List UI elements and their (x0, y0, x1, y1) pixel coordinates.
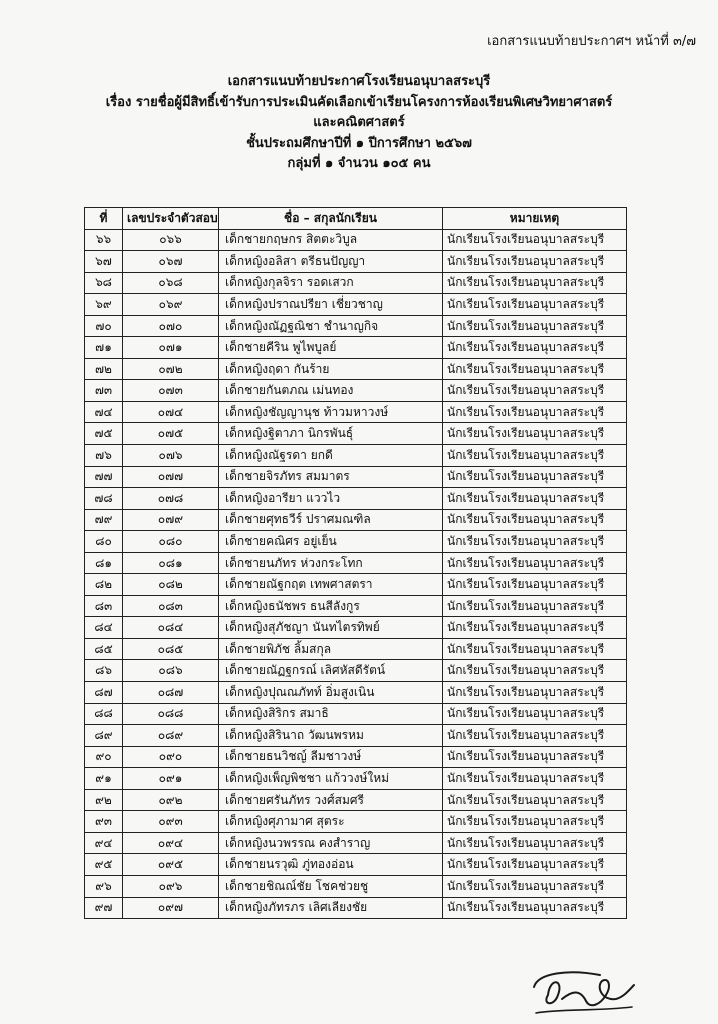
table-row (85, 832, 627, 854)
remark: นักเรียนโรงเรียนอนุบาลสระบุรี (443, 531, 627, 553)
exam-id: ๐๙๔ (123, 832, 219, 854)
exam-id: ๐๘๙ (123, 725, 219, 747)
remark: นักเรียนโรงเรียนอนุบาลสระบุรี (443, 251, 627, 273)
student-name: เด็กหญิงกุลจิรา รอดเสวก (219, 272, 443, 294)
remark: นักเรียนโรงเรียนอนุบาลสระบุรี (443, 768, 627, 790)
row-number: ๘๒ (85, 574, 123, 596)
student-roster-table (84, 207, 627, 919)
row-number: ๘๘ (85, 703, 123, 725)
table-row (85, 380, 627, 402)
student-name: เด็กหญิงนวพรรณ คงสำราญ (219, 832, 443, 854)
student-name: เด็กชายนรวุฒิ ภู่ทองอ่อน (219, 854, 443, 876)
row-number: ๘๖ (85, 660, 123, 682)
row-number: ๗๒ (85, 358, 123, 380)
table-row (85, 574, 627, 596)
exam-id: ๐๘๖ (123, 660, 219, 682)
table-row (85, 337, 627, 359)
exam-id: ๐๗๐ (123, 315, 219, 337)
row-number: ๗๕ (85, 423, 123, 445)
student-name: เด็กหญิงสุภัชญา นันทไตรทิพย์ (219, 617, 443, 639)
row-number: ๙๔ (85, 832, 123, 854)
table-row (85, 897, 627, 919)
row-number: ๘๓ (85, 595, 123, 617)
student-name: เด็กชายพิภัช ลิ้มสกุล (219, 638, 443, 660)
remark: นักเรียนโรงเรียนอนุบาลสระบุรี (443, 229, 627, 251)
row-number: ๗๓ (85, 380, 123, 402)
row-number: ๗๔ (85, 401, 123, 423)
student-name: เด็กหญิงณัฏฐณิชา ชำนาญกิจ (219, 315, 443, 337)
table-row (85, 315, 627, 337)
remark: นักเรียนโรงเรียนอนุบาลสระบุรี (443, 380, 627, 402)
table-row (85, 466, 627, 488)
student-name: เด็กหญิงปุณณภัทท์ อิ่มสูงเนิน (219, 682, 443, 704)
remark: นักเรียนโรงเรียนอนุบาลสระบุรี (443, 595, 627, 617)
exam-id: ๐๙๓ (123, 811, 219, 833)
remark: นักเรียนโรงเรียนอนุบาลสระบุรี (443, 789, 627, 811)
student-name: เด็กชายศรันภัทร วงศ์สมศรี (219, 789, 443, 811)
exam-id: ๐๖๙ (123, 294, 219, 316)
row-number: ๖๗ (85, 251, 123, 273)
table-row (85, 423, 627, 445)
exam-id: ๐๘๔ (123, 617, 219, 639)
remark: นักเรียนโรงเรียนอนุบาลสระบุรี (443, 660, 627, 682)
remark: นักเรียนโรงเรียนอนุบาลสระบุรี (443, 358, 627, 380)
remark: นักเรียนโรงเรียนอนุบาลสระบุรี (443, 638, 627, 660)
table-row (85, 595, 627, 617)
title-line-2: เรื่อง รายชื่อผู้มีสิทธิ์เข้ารับการประเมินคัดเลือกเข้าเรียนโครงการห้องเรียนพิเศษวิทยาศาสตร์ (105, 94, 613, 110)
remark: นักเรียนโรงเรียนอนุบาลสระบุรี (443, 509, 627, 531)
student-name: เด็กหญิงฤดา กันร้าย (219, 358, 443, 380)
exam-id: ๐๘๓ (123, 595, 219, 617)
row-number: ๙๒ (85, 789, 123, 811)
exam-id: ๐๖๗ (123, 251, 219, 273)
table-row (85, 488, 627, 510)
student-name: เด็กชายณัฐกฤต เทพศาสตรา (219, 574, 443, 596)
student-name: เด็กหญิงชัญญานุช ท้าวมหาวงษ์ (219, 401, 443, 423)
exam-id: ๐๘๗ (123, 682, 219, 704)
exam-id: ๐๖๘ (123, 272, 219, 294)
row-number: ๙๗ (85, 897, 123, 919)
exam-id: ๐๙๒ (123, 789, 219, 811)
exam-id: ๐๘๑ (123, 552, 219, 574)
student-name: เด็กหญิงอลิสา ตรีธนปัญญา (219, 251, 443, 273)
student-name: เด็กชายณัฏฐกรณ์ เลิศหัสดีรัตน์ (219, 660, 443, 682)
row-number: ๗๗ (85, 466, 123, 488)
remark: นักเรียนโรงเรียนอนุบาลสระบุรี (443, 401, 627, 423)
row-number: ๙๑ (85, 768, 123, 790)
row-number: ๗๘ (85, 488, 123, 510)
table-header-row (85, 208, 627, 230)
student-name: เด็กหญิงศุภามาศ สุตระ (219, 811, 443, 833)
student-name: เด็กหญิงปราณปรียา เชี่ยวชาญ (219, 294, 443, 316)
exam-id: ๐๘๘ (123, 703, 219, 725)
remark: นักเรียนโรงเรียนอนุบาลสระบุรี (443, 423, 627, 445)
table-row (85, 401, 627, 423)
row-number: ๗๖ (85, 445, 123, 467)
remark: นักเรียนโรงเรียนอนุบาลสระบุรี (443, 466, 627, 488)
row-number: ๙๓ (85, 811, 123, 833)
exam-id: ๐๗๖ (123, 445, 219, 467)
exam-id: ๐๙๖ (123, 875, 219, 897)
table-row (85, 789, 627, 811)
table-row (85, 875, 627, 897)
row-number: ๘๙ (85, 725, 123, 747)
student-name: เด็กหญิงภัทรภร เลิศเลียงชัย (219, 897, 443, 919)
row-number: ๘๐ (85, 531, 123, 553)
table-row (85, 725, 627, 747)
table-row (85, 617, 627, 639)
row-number: ๖๘ (85, 272, 123, 294)
remark: นักเรียนโรงเรียนอนุบาลสระบุรี (443, 811, 627, 833)
exam-id: ๐๗๓ (123, 380, 219, 402)
remark: นักเรียนโรงเรียนอนุบาลสระบุรี (443, 617, 627, 639)
remark: นักเรียนโรงเรียนอนุบาลสระบุรี (443, 574, 627, 596)
header-no: ที่ (85, 208, 123, 230)
table-row (85, 682, 627, 704)
exam-id: ๐๘๕ (123, 638, 219, 660)
student-name: เด็กหญิงอารียา แววไว (219, 488, 443, 510)
remark: นักเรียนโรงเรียนอนุบาลสระบุรี (443, 315, 627, 337)
table-row (85, 445, 627, 467)
table-body (85, 229, 627, 919)
exam-id: ๐๘๐ (123, 531, 219, 553)
title-line-1: เอกสารแนบท้ายประกาศโรงเรียนอนุบาลสระบุรี (227, 74, 491, 89)
remark: นักเรียนโรงเรียนอนุบาลสระบุรี (443, 725, 627, 747)
remark: นักเรียนโรงเรียนอนุบาลสระบุรี (443, 294, 627, 316)
table-row (85, 294, 627, 316)
remark: นักเรียนโรงเรียนอนุบาลสระบุรี (443, 832, 627, 854)
exam-id: ๐๗๔ (123, 401, 219, 423)
exam-id: ๐๙๕ (123, 854, 219, 876)
table-row (85, 531, 627, 553)
row-number: ๘๑ (85, 552, 123, 574)
student-name: เด็กหญิงฐิตาภา นิกรพันธุ์ (219, 423, 443, 445)
table-row (85, 229, 627, 251)
exam-id: ๐๗๗ (123, 466, 219, 488)
header-remark: หมายเหตุ (443, 208, 627, 230)
student-name: เด็กชายคณิศร อยู่เย็น (219, 531, 443, 553)
title-line-3: และคณิตศาสตร์ (313, 115, 405, 130)
exam-id: ๐๖๖ (123, 229, 219, 251)
remark: นักเรียนโรงเรียนอนุบาลสระบุรี (443, 445, 627, 467)
student-name: เด็กชายกฤษกร สิตตะวิบูล (219, 229, 443, 251)
table-row (85, 272, 627, 294)
student-name: เด็กหญิงณัฐรดา ยกดี (219, 445, 443, 467)
remark: นักเรียนโรงเรียนอนุบาลสระบุรี (443, 488, 627, 510)
row-number: ๗๐ (85, 315, 123, 337)
row-number: ๙๕ (85, 854, 123, 876)
row-number: ๙๐ (85, 746, 123, 768)
remark: นักเรียนโรงเรียนอนุบาลสระบุรี (443, 337, 627, 359)
row-number: ๗๑ (85, 337, 123, 359)
student-name: เด็กชายคีริน พูไพบูลย์ (219, 337, 443, 359)
exam-id: ๐๙๑ (123, 768, 219, 790)
student-name: เด็กชายนภัทร ห่วงกระโทก (219, 552, 443, 574)
exam-id: ๐๘๒ (123, 574, 219, 596)
title-line-4: ชั้นประถมศึกษาปีที่ ๑ ปีการศึกษา ๒๕๖๗ (246, 135, 472, 151)
table-row (85, 509, 627, 531)
exam-id: ๐๗๒ (123, 358, 219, 380)
table-row (85, 746, 627, 768)
student-name: เด็กหญิงสิริกร สมาธิ (219, 703, 443, 725)
remark: นักเรียนโรงเรียนอนุบาลสระบุรี (443, 854, 627, 876)
student-name: เด็กหญิงธนัชพร ธนสีลังกูร (219, 595, 443, 617)
document-title (0, 72, 718, 175)
exam-id: ๐๙๐ (123, 746, 219, 768)
row-number: ๗๙ (85, 509, 123, 531)
table-row (85, 811, 627, 833)
header-student-name: ชื่อ – สกุลนักเรียน (219, 208, 443, 230)
row-number: ๘๕ (85, 638, 123, 660)
table-row (85, 638, 627, 660)
student-name: เด็กหญิงเพ็ญพิชชา แก้ววงษ์ใหม่ (219, 768, 443, 790)
student-name: เด็กชายธนวิชญ์ ลีมชาวงษ์ (219, 746, 443, 768)
remark: นักเรียนโรงเรียนอนุบาลสระบุรี (443, 552, 627, 574)
student-name: เด็กชายศุทธวีร์ ปราศมณฑิล (219, 509, 443, 531)
table-row (85, 703, 627, 725)
student-name: เด็กชายกันตภณ เม่นทอง (219, 380, 443, 402)
student-name: เด็กชายชิณณ์ชัย โชคช่วยชู (219, 875, 443, 897)
table-row (85, 358, 627, 380)
row-number: ๖๖ (85, 229, 123, 251)
row-number: ๘๗ (85, 682, 123, 704)
table-row (85, 768, 627, 790)
student-name: เด็กชายจิรภัทร สมมาตร (219, 466, 443, 488)
table-row (85, 854, 627, 876)
student-name: เด็กหญิงสิรินาถ วัฒนพรหม (219, 725, 443, 747)
row-number: ๘๔ (85, 617, 123, 639)
exam-id: ๐๗๑ (123, 337, 219, 359)
remark: นักเรียนโรงเรียนอนุบาลสระบุรี (443, 746, 627, 768)
page-header: เอกสารแนบท้ายประกาศฯ หน้าที่ ๓/๗ (487, 34, 696, 49)
table-row (85, 660, 627, 682)
remark: นักเรียนโรงเรียนอนุบาลสระบุรี (443, 272, 627, 294)
remark: นักเรียนโรงเรียนอนุบาลสระบุรี (443, 875, 627, 897)
remark: นักเรียนโรงเรียนอนุบาลสระบุรี (443, 897, 627, 919)
exam-id: ๐๗๙ (123, 509, 219, 531)
remark: นักเรียนโรงเรียนอนุบาลสระบุรี (443, 682, 627, 704)
header-exam-id: เลขประจำตัวสอบ (123, 208, 219, 230)
table-row (85, 552, 627, 574)
exam-id: ๐๙๗ (123, 897, 219, 919)
title-line-5: กลุ่มที่ ๑ จำนวน ๑๐๕ คน (287, 156, 431, 171)
exam-id: ๐๗๕ (123, 423, 219, 445)
row-number: ๖๙ (85, 294, 123, 316)
exam-id: ๐๗๘ (123, 488, 219, 510)
table-row (85, 251, 627, 273)
remark: นักเรียนโรงเรียนอนุบาลสระบุรี (443, 703, 627, 725)
signature-icon (528, 965, 638, 1015)
row-number: ๙๖ (85, 875, 123, 897)
